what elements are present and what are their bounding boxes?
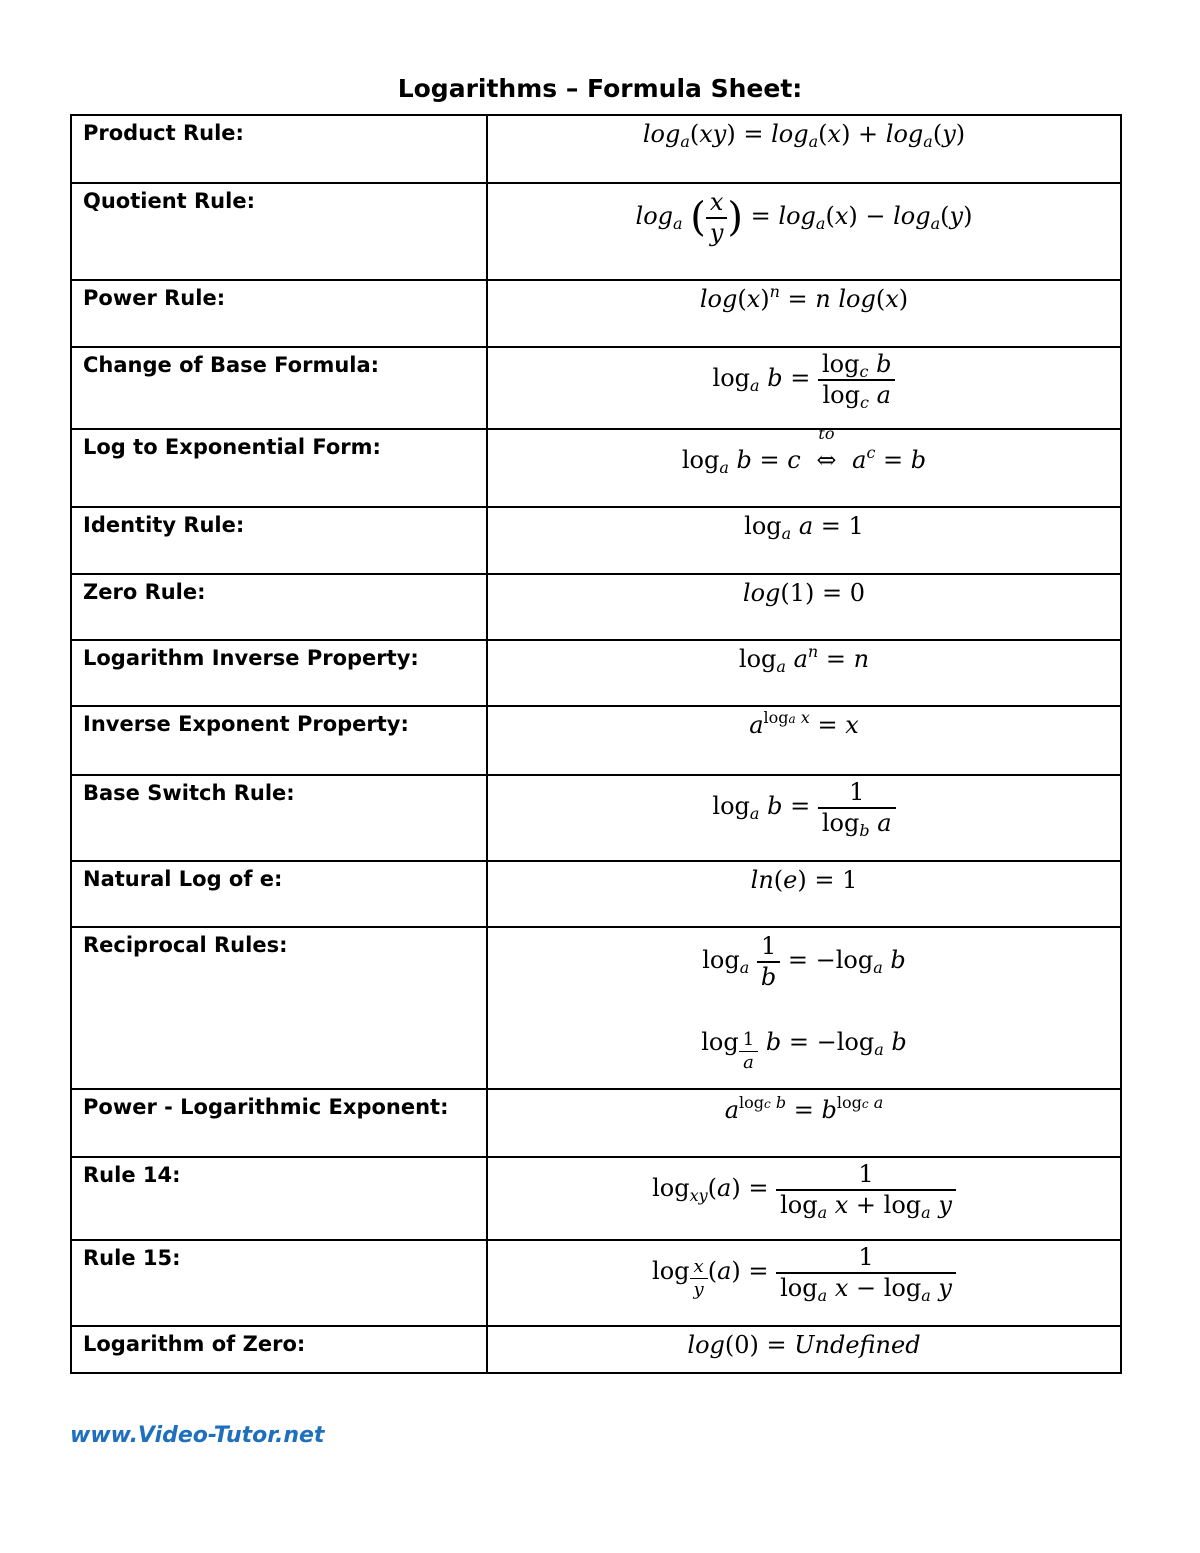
table-row-logarithm-of-zero	[72, 1325, 1120, 1372]
table-row-reciprocal-rules	[72, 926, 1120, 1090]
table-row-identity	[72, 506, 1120, 575]
table-row-power-rule	[72, 279, 1120, 348]
rule-label: Natural Log of e:	[83, 867, 283, 891]
rule-label: Product Rule:	[83, 121, 244, 145]
rule-formula: ln(e) = 1	[750, 866, 858, 894]
rule-formula: $\log_a(xy) = \log_a(x) + \log_a(y)$	[642, 120, 966, 151]
rule-label: Power - Logarithmic Exponent:	[83, 1095, 449, 1119]
rule-formula: $\log_a b$ = $\frac{1}{\log_b a}$	[488, 778, 1120, 837]
rule-label: Rule 14:	[83, 1163, 181, 1187]
table-row-logarithm-inverse	[72, 639, 1120, 707]
rule-label: Rule 15:	[83, 1246, 181, 1270]
rule-label: Inverse Exponent Property:	[83, 712, 409, 736]
table-row-power-log-exponent	[72, 1088, 1120, 1158]
rule-label: Quotient Rule:	[83, 189, 255, 213]
rule-formula: log(1) = 0	[742, 579, 866, 607]
rule-formula: $\log_a b$ = $\frac{\log_c b}{\log_c a}$	[488, 350, 1120, 409]
rule-label: Identity Rule:	[83, 513, 245, 537]
rule-formula-second: log $\frac{1}{a}$ $b = -\log_a$ b	[701, 1028, 907, 1073]
table-row-change-of-base	[72, 346, 1120, 430]
rule-formula: log $\frac{x}{y}$ (a) = $\frac{1}{\log_a x - \log_a y}$	[488, 1243, 1120, 1302]
rule-formula: log(0) = Undefined	[687, 1331, 921, 1359]
table-row-zero-rule	[72, 573, 1120, 641]
footer-website-link[interactable]: www.Video-Tutor.net	[70, 1423, 325, 1448]
rule-label: Zero Rule:	[83, 580, 206, 604]
rule-label: Logarithm of Zero:	[83, 1332, 306, 1356]
rule-formula: $\log_a b = c$ to ⇔ $a^c = b$	[681, 424, 927, 477]
rule-label: Log to Exponential Form:	[83, 435, 381, 459]
rule-formula: $a^{loga x} = x$	[749, 708, 859, 739]
rule-label: Reciprocal Rules:	[83, 933, 288, 957]
rule-label: Power Rule:	[83, 286, 226, 310]
rule-formula: $a^{logc b} = b^{logc a}$	[724, 1093, 884, 1124]
page-title: Logarithms – Formula Sheet:	[397, 74, 803, 103]
rule-formula: $\log_a a^n = n$	[738, 642, 870, 676]
table-row-rule-14	[72, 1156, 1120, 1241]
table-row-rule-15	[72, 1239, 1120, 1327]
rule-label: Logarithm Inverse Property:	[83, 646, 419, 670]
rule-formula: $\log_a$ ( $\frac{x}{y}$ ) = $\log_a(x) - \log_a(y)$	[635, 188, 973, 247]
table-row-log-to-exponential	[72, 424, 1120, 508]
table-row-product-rule	[72, 116, 1120, 184]
rule-formula: $\log_{xy}(a)$ = $\frac{1}{\log_a x + \log_a y}$	[488, 1160, 1120, 1219]
rule-formula: $\log(x)^n = n$ log(x)	[699, 282, 909, 313]
rule-label: Change of Base Formula:	[83, 353, 380, 377]
formula-table	[70, 114, 1122, 1374]
table-row-inverse-exponent	[72, 705, 1120, 776]
rule-formula: $\log_a$ $\frac{1}{b}$ = $-\log_a$ b	[702, 932, 906, 991]
rule-label: Base Switch Rule:	[83, 781, 295, 805]
table-row-base-switch	[72, 774, 1120, 862]
table-row-quotient-rule	[72, 182, 1120, 281]
table-row-natural-log	[72, 860, 1120, 928]
rule-formula: $\log_a a = 1$	[744, 512, 864, 543]
